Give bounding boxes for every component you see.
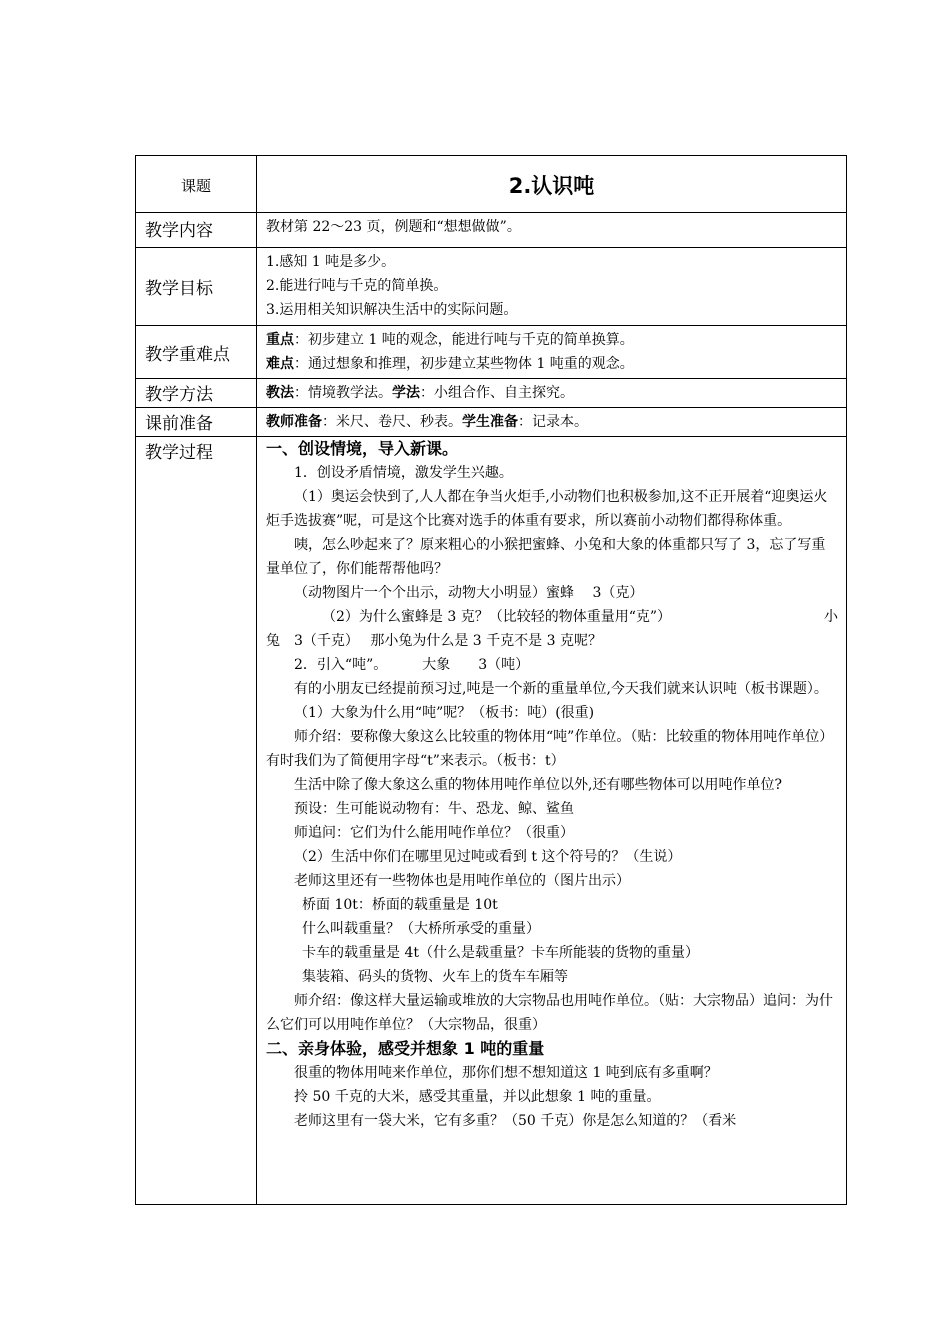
goals-list <box>257 248 847 326</box>
content-row <box>136 213 847 248</box>
paragraph: 拎 50 千克的大米，感受其重量，并以此想象 1 吨的重量。 <box>294 1089 661 1105</box>
paragraph: 老师这里还有一些物体也是用吨作单位的（图片出示） <box>294 873 630 889</box>
paragraph: 老师这里有一袋大米，它有多重？（50 千克）你是怎么知道的？（看米 <box>294 1113 737 1129</box>
title-row <box>136 156 847 213</box>
paragraph: 师追问：它们为什么能用吨作单位？（很重） <box>294 825 574 841</box>
paragraph: 桥面 10t：桥面的载重量是 10t <box>302 897 498 913</box>
topic-label: 课题 <box>136 156 257 213</box>
key-point-label: 重点 <box>266 332 294 348</box>
paragraph: 生活中除了像大象这么重的物体用吨作单位以外,还有哪些物体可以用吨作单位? <box>294 777 782 793</box>
goal-item: 2.能进行吨与千克的简单换。 <box>266 278 448 294</box>
paragraph: 有的小朋友已经提前预习过,吨是一个新的重量单位,今天我们就来认识吨（板书课题）。 <box>294 681 828 697</box>
paragraph: （1）大象为什么用“吨”呢？（板书：吨）(很重) <box>294 705 595 721</box>
paragraph-part: （2）为什么蜜蜂是 3 克？（比较轻的物体重量用“克”） <box>322 609 672 625</box>
paragraph: 集装箱、码头的货物、火车上的货车车厢等 <box>302 969 568 985</box>
prep-text <box>257 408 847 437</box>
process-row <box>136 437 847 1205</box>
paragraph: 师介绍：要称像大象这么比较重的物体用“吨”作单位。（贴：比较重的物体用吨作单位）有时我们为了简便用字母“t”来表示。（板书：t） <box>266 729 834 769</box>
process-content <box>257 437 847 1205</box>
prep-row <box>136 408 847 437</box>
learn-method-text: ：小组合作、自主探究。 <box>420 385 574 401</box>
goal-item: 1.感知 1 吨是多少。 <box>266 254 396 270</box>
paragraph: （动物图片一个个出示，动物大小明显）蜜蜂 3（克） <box>294 585 644 601</box>
goal-item: 3.运用相关知识解决生活中的实际问题。 <box>266 302 518 318</box>
paragraph: （2）生活中你们在哪里见过吨或看到 t 这个符号的？（生说） <box>294 849 682 865</box>
difficulty-label: 难点 <box>266 356 294 372</box>
paragraph: 师介绍：像这样大量运输或堆放的大宗物品也用吨作单位。（贴：大宗物品）追问：为什么它们可以用吨作单位？（大宗物品，很重） <box>266 993 833 1033</box>
paragraph: （1）奥运会快到了,人人都在争当火炬手,小动物们也积极参加,这不正开展着“迎奥运火炬手选拔赛”呢，可是这个比赛对选手的体重有要求，所以赛前小动物们都得称体重。 <box>266 489 828 529</box>
paragraph: 咦，怎么吵起来了？原来粗心的小猴把蜜蜂、小兔和大象的体重都只写了 3，忘了写重量单位了，你们能帮帮他吗？ <box>266 537 826 577</box>
paragraph: 什么叫载重量？（大桥所承受的重量） <box>302 921 540 937</box>
paragraph: 卡车的载重量是 4t（什么是载重量？卡车所能装的货物的重量） <box>302 945 699 961</box>
teach-method-text: ：情境教学法。 <box>294 385 392 401</box>
method-label: 教学方法 <box>136 379 257 408</box>
key-text <box>257 326 847 379</box>
section-heading: 二、亲身体验，感受并想象 1 吨的重量 <box>266 1039 545 1058</box>
process-label: 教学过程 <box>136 437 257 1205</box>
paragraph: 兔 3（千克） 那小兔为什么是 3 千克不是 3 克呢？ <box>266 633 602 649</box>
teach-method-label: 教法 <box>266 385 294 401</box>
teacher-prep-text: ：米尺、卷尺、秒表。 <box>322 414 462 430</box>
lesson-plan-table <box>135 155 847 1205</box>
content-desc: 教材第 22～23 页，例题和“想想做做”。 <box>266 219 521 235</box>
method-text <box>257 379 847 408</box>
key-row <box>136 326 847 379</box>
paragraph-part: 小 <box>824 609 838 625</box>
key-point-text: ：初步建立 1 吨的观念，能进行吨与千克的简单换算。 <box>294 332 634 348</box>
lesson-title: 2.认识吨 <box>257 156 847 213</box>
content-text <box>257 213 847 248</box>
goals-row <box>136 248 847 326</box>
difficulty-text: ：通过想象和推理，初步建立某些物体 1 吨重的观念。 <box>294 356 634 372</box>
goals-label: 教学目标 <box>136 248 257 326</box>
paragraph: 2．引入“吨”。 大象 3（吨） <box>294 657 530 673</box>
section-heading: 一、创设情境，导入新课。 <box>266 439 459 458</box>
student-prep-label: 学生准备 <box>462 414 518 430</box>
paragraph <box>266 605 838 629</box>
paragraph: 很重的物体用吨来作单位，那你们想不想知道这 1 吨到底有多重啊？ <box>294 1065 718 1081</box>
key-label: 教学重难点 <box>136 326 257 379</box>
teacher-prep-label: 教师准备 <box>266 414 322 430</box>
student-prep-text: ：记录本。 <box>518 414 588 430</box>
method-row <box>136 379 847 408</box>
paragraph: 预设：生可能说动物有：牛、恐龙、鲸、鲨鱼 <box>294 801 574 817</box>
paragraph: 1．创设矛盾情境，激发学生兴趣。 <box>294 465 513 481</box>
learn-method-label: 学法 <box>392 385 420 401</box>
prep-label: 课前准备 <box>136 408 257 437</box>
content-label: 教学内容 <box>136 213 257 248</box>
